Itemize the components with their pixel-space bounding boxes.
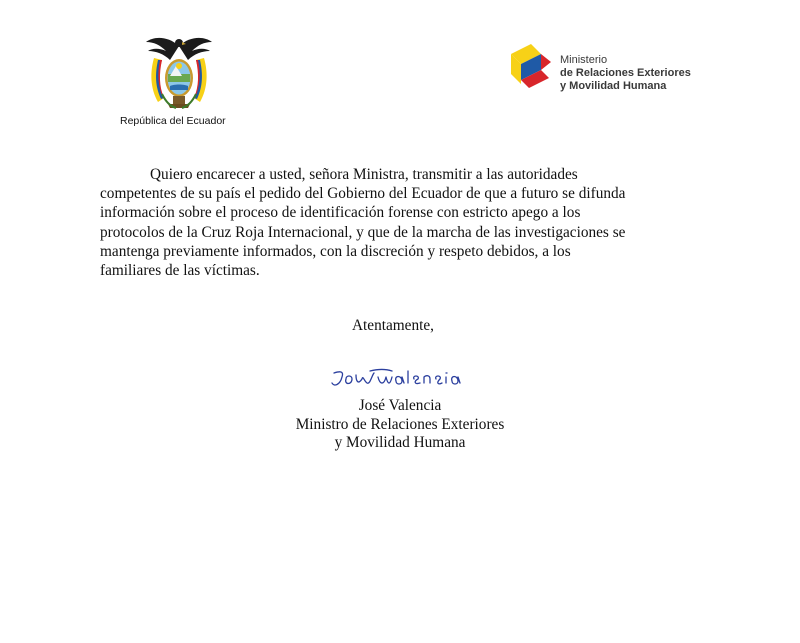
signer-title-line-1: Ministro de Relaciones Exteriores — [295, 415, 505, 433]
paragraph-line: mantenga previamente informados, con la discreción y respeto debidos, a los — [100, 242, 571, 260]
signer-title-line-2: y Movilidad Humana — [334, 434, 466, 451]
letter-paragraph — [100, 165, 720, 280]
ministry-line-3: y Movilidad Humana — [560, 80, 667, 92]
paragraph-line: información sobre el proceso de identificación forense con estricto apego a los — [100, 204, 581, 222]
ministry-arrow-logo-icon — [505, 40, 555, 92]
ministry-name — [560, 54, 691, 93]
ministry-line-1: Ministerio — [560, 54, 608, 66]
signer-name: José Valencia — [358, 397, 442, 414]
handwritten-signature — [330, 363, 472, 393]
paragraph-line: Quiero encarecer a usted, señora Ministra, transmitir a las autoridades — [150, 166, 578, 183]
ecuador-coat-of-arms-icon — [140, 32, 218, 112]
signer-block — [250, 397, 550, 453]
paragraph-line: familiares de las víctimas. — [100, 262, 260, 280]
paragraph-line: competentes de su país el pedido del Gobierno del Ecuador de que a futuro se difunda — [100, 185, 626, 203]
paragraph-line: protocolos de la Cruz Roja Internacional, y que de la marcha de las investigaciones se — [100, 223, 626, 241]
republic-caption: República del Ecuador — [120, 115, 226, 127]
ministry-line-2: de Relaciones Exteriores — [560, 67, 691, 79]
closing-salutation: Atentamente, — [352, 317, 434, 334]
